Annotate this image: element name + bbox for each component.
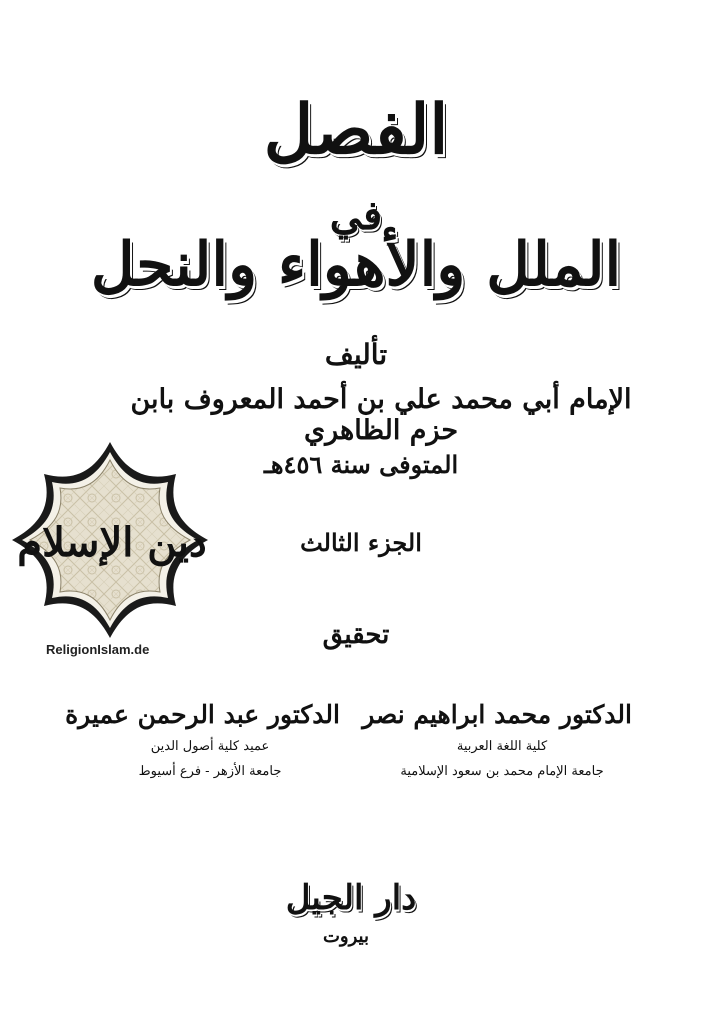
book-title: الفصل <box>263 90 449 170</box>
volume-number: الجزء الثالث <box>300 528 422 557</box>
author-death-date: المتوفى سنة ٤٥٦هـ <box>263 450 459 479</box>
watermark-logo-text: دين الإسلام <box>17 519 207 566</box>
editor-1-name: الدكتور محمد ابراهيم نصر <box>362 700 632 729</box>
editor-2-affiliation: عميد كلية أصول الدين <box>150 739 270 754</box>
publisher-name: دار الجيل <box>285 878 417 918</box>
editor-2-university: جامعة الأزهر - فرع أسيوط <box>138 764 282 779</box>
author-name: الإمام أبي محمد علي بن أحمد المعروف بابن حزم الظاهري <box>130 384 632 446</box>
authored-by-label: تأليف <box>324 338 388 371</box>
editor-1-affiliation: كلية اللغة العربية <box>456 739 548 754</box>
book-title-connector: في <box>329 192 383 239</box>
editor-2-name: الدكتور عبد الرحمن عميرة <box>65 700 340 729</box>
editor-1-university: جامعة الإمام محمد بن سعود الإسلامية <box>400 764 604 779</box>
verification-label: تحقيق <box>322 620 390 650</box>
editor-1 <box>362 700 632 779</box>
watermark-caption: ReligionIslam.de <box>46 642 150 657</box>
editor-2 <box>65 700 340 779</box>
book-subtitle: الملل والأهواء والنحل <box>90 230 622 300</box>
watermark-logo-icon <box>8 438 212 642</box>
publisher-city: بيروت <box>322 926 369 947</box>
